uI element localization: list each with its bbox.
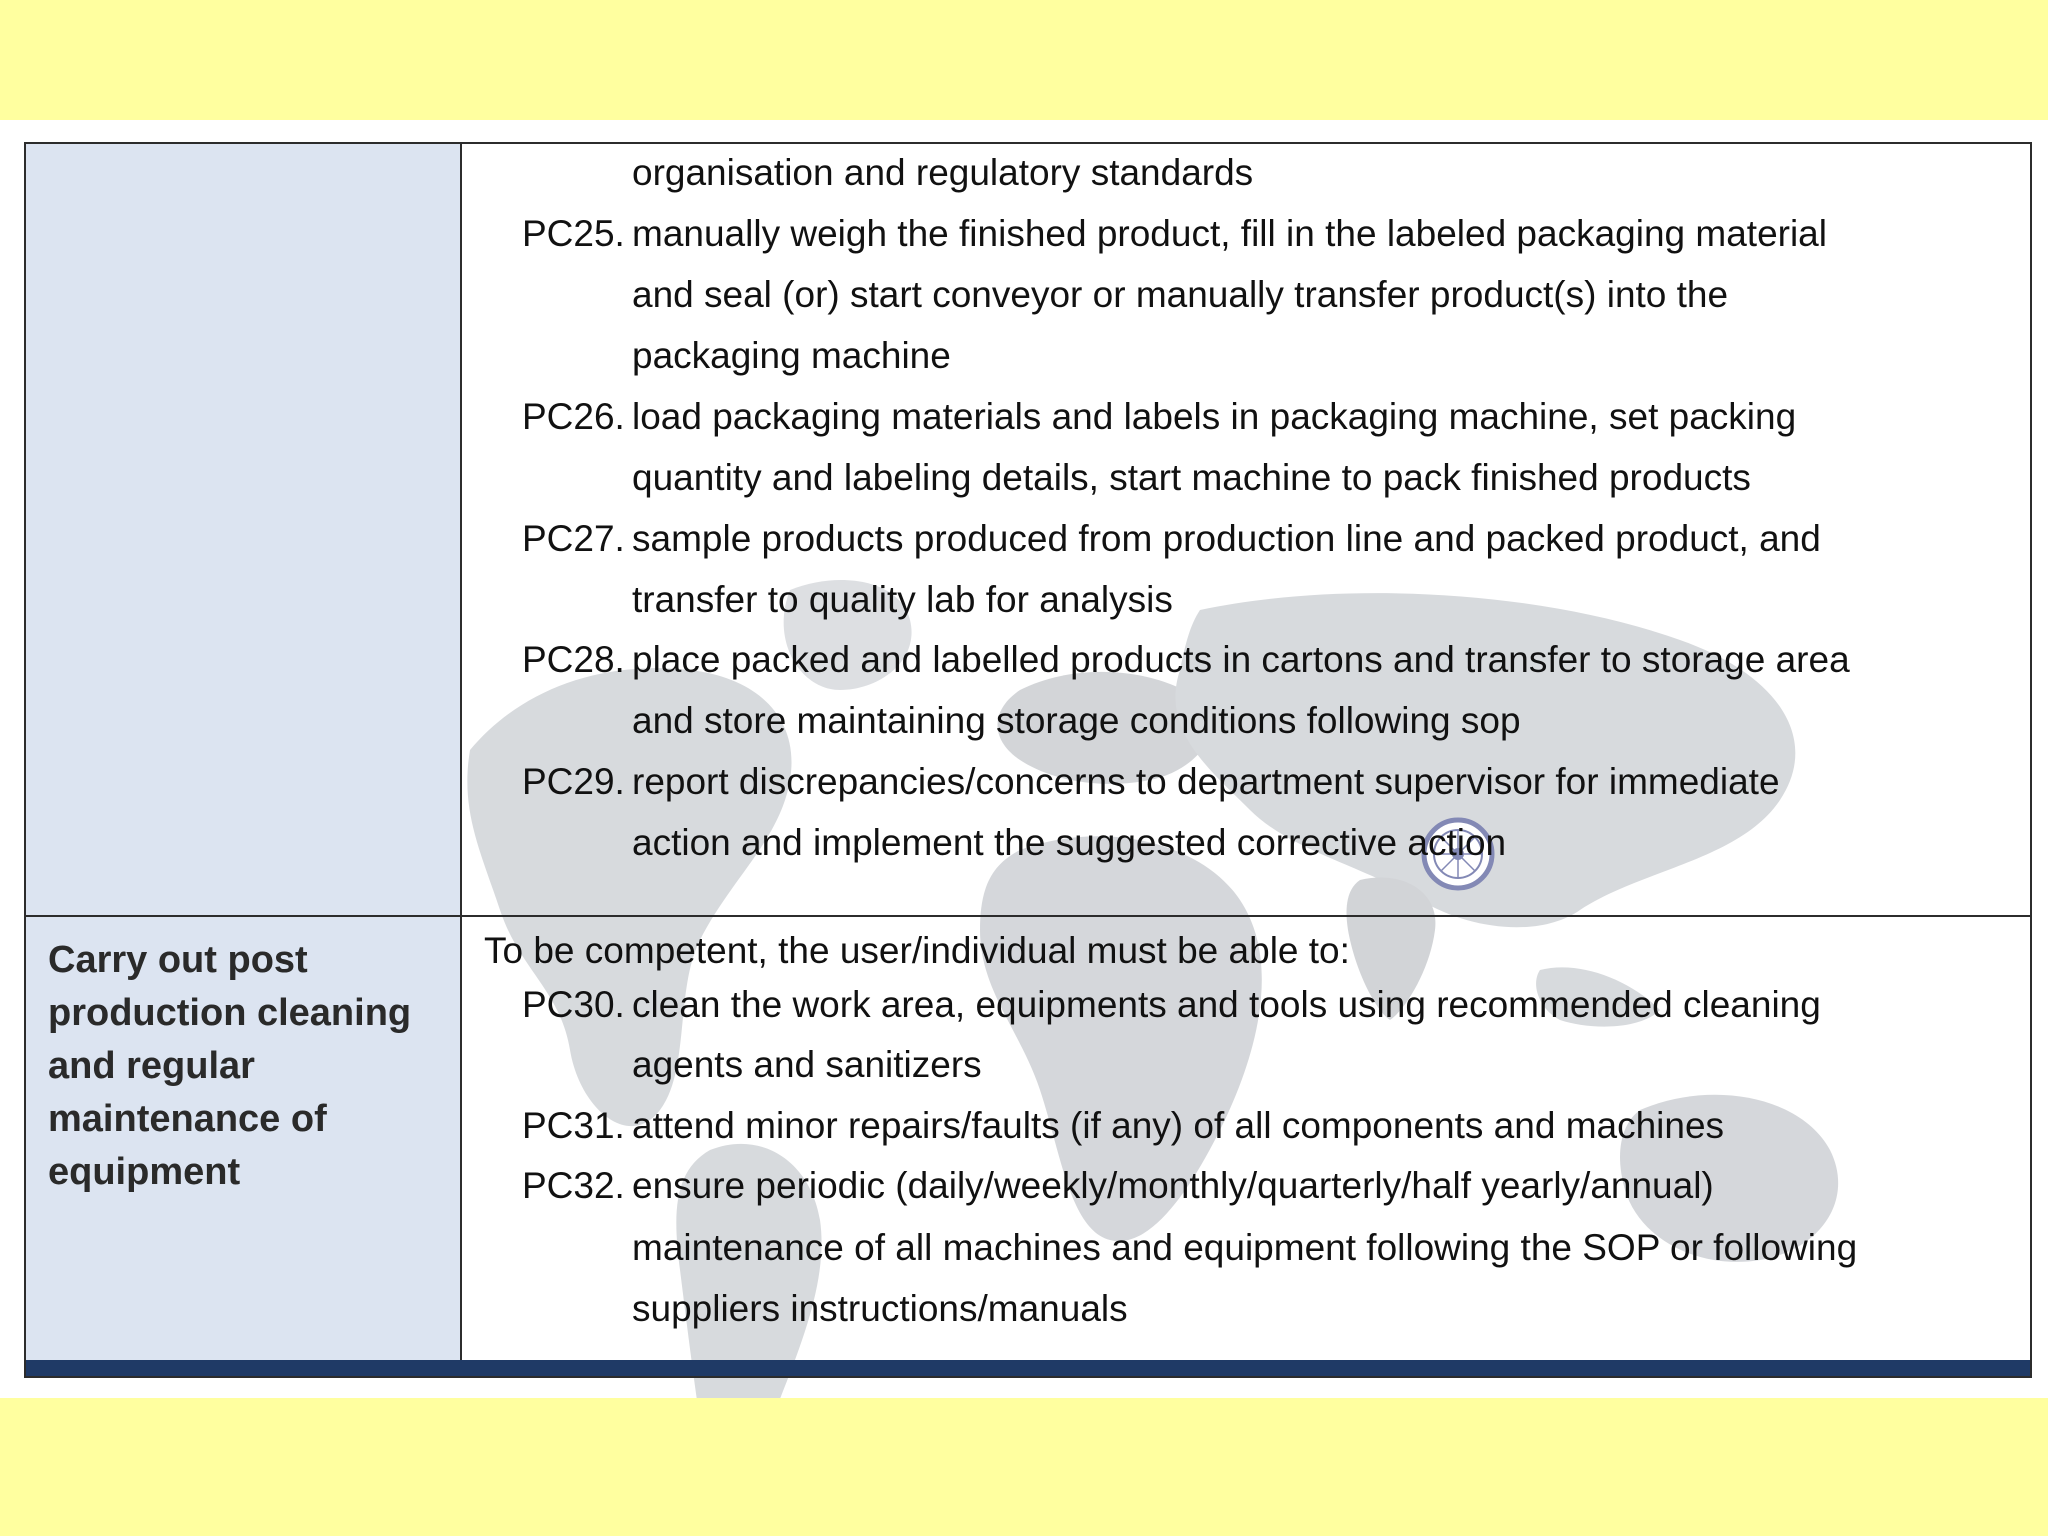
bottom-band — [0, 1398, 2048, 1536]
row-title-line: maintenance of — [48, 1098, 327, 1140]
pc-text: clean the work area, equipments and tools using recommended cleaning — [632, 984, 1821, 1025]
pc-text: manually weigh the finished product, fill in the labeled packaging material — [632, 213, 1827, 254]
pc-text: maintenance of all machines and equipment following the SOP or following — [632, 1227, 1858, 1268]
row-title — [48, 934, 448, 1199]
pc-number: PC27. — [522, 518, 625, 559]
row-title-line: equipment — [48, 1151, 241, 1193]
pc-text: report discrepancies/concerns to department supervisor for immediate — [632, 761, 1780, 802]
pc-text: action and implement the suggested corrective action — [632, 822, 1507, 863]
row-title-line: production cleaning — [48, 992, 412, 1034]
pc-text: packaging machine — [632, 335, 951, 376]
pc-text: attend minor repairs/faults (if any) of all components and machines — [632, 1105, 1725, 1146]
pc-text: ensure periodic (daily/weekly/monthly/quarterly/half yearly/annual) — [632, 1165, 1714, 1206]
pc-text: transfer to quality lab for analysis — [632, 579, 1173, 620]
competency-intro: To be competent, the user/individual must be able to: — [484, 930, 1350, 971]
pc-text: load packaging materials and labels in packaging machine, set packing — [632, 396, 1797, 437]
pc-text: suppliers instructions/manuals — [632, 1288, 1128, 1329]
pc-text: quantity and labeling details, start machine to pack finished products — [632, 457, 1751, 498]
pc-number: PC31. — [522, 1105, 625, 1146]
pc-text: and store maintaining storage conditions following sop — [632, 700, 1521, 741]
pc-text: organisation and regulatory standards — [632, 152, 1254, 193]
pc-text: agents and sanitizers — [632, 1044, 982, 1085]
pc-number: PC32. — [522, 1165, 625, 1206]
pc-number: PC28. — [522, 639, 625, 680]
pc-number: PC26. — [522, 396, 625, 437]
content-column — [462, 144, 2030, 1376]
row-title-line: and regular — [48, 1045, 255, 1087]
pc-text: and seal (or) start conveyor or manually transfer product(s) into the — [632, 274, 1729, 315]
pc-number: PC25. — [522, 213, 625, 254]
pc-number: PC29. — [522, 761, 625, 802]
competency-table — [24, 142, 2032, 1378]
pc-number: PC30. — [522, 984, 625, 1025]
row-title-line: Carry out post — [48, 939, 308, 981]
pc-text: place packed and labelled products in cartons and transfer to storage area — [632, 639, 1850, 680]
top-band — [0, 0, 2048, 120]
pc-text: sample products produced from production line and packed product, and — [632, 518, 1821, 559]
